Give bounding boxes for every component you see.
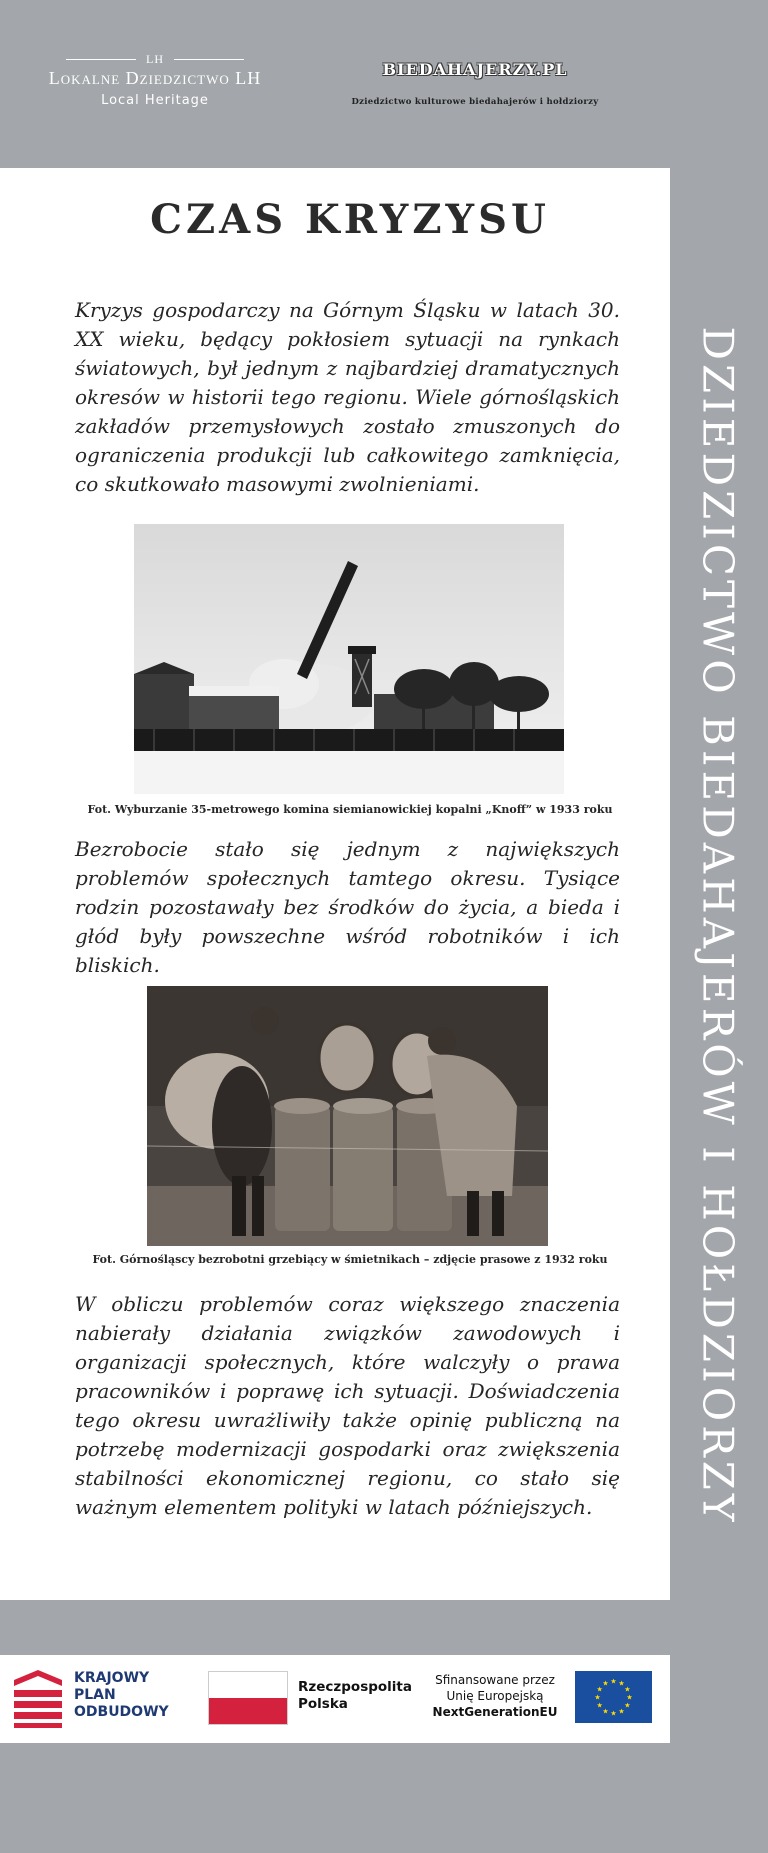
local-heritage-logo bbox=[30, 52, 280, 108]
lh-monogram: LH bbox=[30, 52, 280, 67]
eu-star: ★ bbox=[618, 1679, 625, 1688]
photo-caption-unemployed: Fot. Górnośląscy bezrobotni grzebiący w śmietnikach – zdjęcie prasowe z 1932 roku bbox=[92, 1253, 608, 1266]
photo-chimney-demolition bbox=[134, 524, 564, 794]
eu-star: ★ bbox=[618, 1707, 625, 1716]
page-title: CZAS KRYZYSU bbox=[150, 196, 550, 243]
eu-star: ★ bbox=[610, 1709, 617, 1718]
paragraph-crisis: Kryzys gospodarczy na Górnym Śląsku w latach 30. XX wieku, będący pokłosiem sytuacji na rynkach światowych, był jednym z najbardziej dramatycznych okresów w historii tego regionu. Wiele górnośląskich zakładów przemysłowych zostało zmuszonych do ograniczenia produkcji lub całkowitego zamknięcia, co skutkowało masowymi zwolnieniami. bbox=[75, 298, 620, 496]
photo-unemployed-trash-bins bbox=[147, 986, 548, 1246]
eu-flag-icon bbox=[575, 1671, 652, 1723]
eu-star: ★ bbox=[602, 1679, 609, 1688]
site-title: BIEDAHAJERZY.PL bbox=[382, 60, 568, 79]
eu-star: ★ bbox=[602, 1707, 609, 1716]
lh-logo-title: Lokalne Dziedzictwo LH bbox=[48, 68, 262, 88]
paragraph-unions: W obliczu problemów coraz większego znaczenia nabierały działania związków zawodowych i organizacji społecznych, które walczyły o prawa pracowników i poprawę ich sytuacji. Doświadczenia tego okresu uwrażliwiły także opinię publiczną na potrzebę modernizacji gospodarki oraz zwiększenia stabilności ekonomicznej regionu, co stało się ważnym elementem polityki w latach późniejszych. bbox=[75, 1292, 620, 1519]
eu-star: ★ bbox=[624, 1701, 631, 1710]
rzeczpospolita-polska-text: Rzeczpospolita Polska bbox=[298, 1679, 412, 1712]
kpo-logo-text: KRAJOWY PLAN ODBUDOWY bbox=[74, 1670, 169, 1720]
paragraph-unemployment: Bezrobocie stało się jednym z największych problemów społecznych tamtego okresu. Tysiące rodzin pozostawały bez środków do życia, a bieda i głód były powszechne wśród robotników i ich bliskich. bbox=[75, 837, 620, 977]
eu-star: ★ bbox=[596, 1701, 603, 1710]
side-title-vertical: DZIEDZICTWO BIEDAHAJERÓW I HOŁDZIORZY bbox=[693, 326, 743, 1526]
lh-logo-subtitle: Local Heritage bbox=[101, 93, 209, 108]
eu-star: ★ bbox=[610, 1677, 617, 1686]
biedahajerzy-logo bbox=[330, 60, 620, 107]
photo-caption-chimney: Fot. Wyburzanie 35-metrowego komina siemianowickiej kopalni „Knoff” w 1933 roku bbox=[87, 803, 613, 816]
eu-star: ★ bbox=[594, 1693, 601, 1702]
eu-star: ★ bbox=[624, 1685, 631, 1694]
polish-flag-icon bbox=[208, 1671, 288, 1725]
site-subtitle: Dziedzictwo kulturowe biedahajerów i hołdziorzy bbox=[351, 97, 599, 107]
eu-star: ★ bbox=[596, 1685, 603, 1694]
eu-star: ★ bbox=[626, 1693, 633, 1702]
eu-funding-text: Sfinansowane przez Unię Europejską NextGenerationEU bbox=[432, 1673, 558, 1719]
